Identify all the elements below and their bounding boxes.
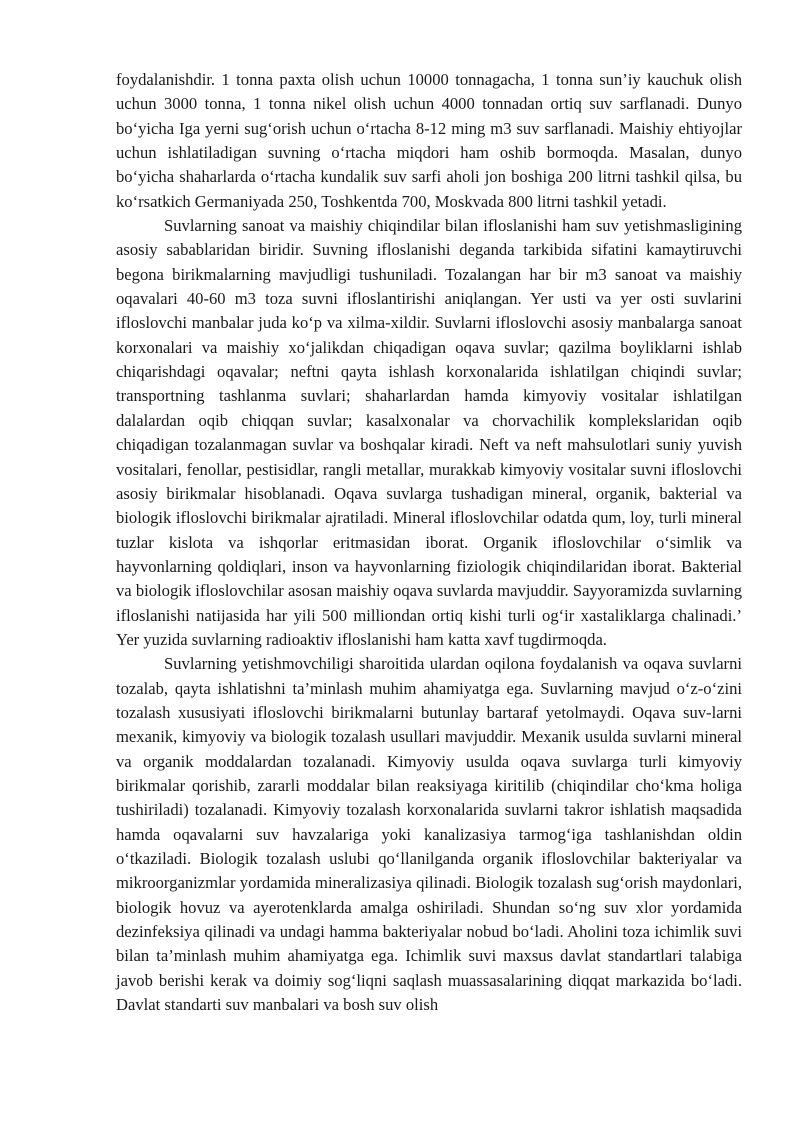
paragraph-water-pollution: Suvlarning sanoat va maishiy chiqindilar bilan ifloslanishi ham suv yetishmasligining asosiy sabablaridan biridir. Suvning ifloslanishi deganda tarkibida sifatini kamaytiruvchi begona birikmalarning mavjudligi tushuniladi. Tozalangan har bir m3 sanoat va maishiy oqavalari 40-60 m3 toza suvni ifloslantirishi aniqlangan. Yer usti va yer osti suvlarini ifloslovchi manbalar juda ko‘p va xilma-xildir. Suvlarni ifloslovchi asosiy manbalarga sanoat korxonalari va maishiy xo‘jalikdan chiqadigan oqava suvlar; qazilma boyliklarni ishlab chiqarishdagi oqavalar; neftni qayta ishlash korxonalarida ishlatilgan chiqindi suvlar; transportning tashlanma suvlari; shaharlardan hamda kimyoviy vositalar ishlatilgan dalalardan oqib chiqqan suvlar; kasalxonalar va chorvachilik komplekslaridan oqib chiqadigan tozalanmagan suvlar va boshqalar kiradi. Neft va neft mahsulotlari suniy yuvish vositalari, fenollar, pestisidlar, rangli metallar, murakkab kimyoviy vositalar suvni ifloslovchi asosiy birikmalar hisoblanadi. Oqava suvlarga tushadigan mineral, organik, bakterial va biologik ifloslovchi birikmalar ajratiladi. Mineral ifloslovchilar odatda qum, loy, turli mineral tuzlar kislota va ishqorlar eritmasidan iborat. Organik ifloslovchilar o‘simlik va hayvonlarning qoldiqlari, inson va hayvonlarning fiziologik chiqindilaridan iborat. Bakterial va biologik ifloslovchilar asosan maishiy oqava suvlarda mavjuddir. Sayyoramizda suvlarning ifloslanishi natijasida har yili 500 milliondan ortiq kishi turli og‘ir xastaliklarga chalinadi.’ Yer yuzida suvlarning radioaktiv ifloslanishi ham katta xavf tugdirmoqda. bbox=[116, 216, 742, 649]
paragraph-water-treatment: Suvlarning yetishmovchiligi sharoitida ulardan oqilona foydalanish va oqava suvlarni tozalab, qayta ishlatishni ta’minlash muhim ahamiyatga ega. Suvlarning mavjud o‘z-o‘zini tozalash xususiyati ifloslovchi birikmalarni butunlay bartaraf yetolmaydi. Oqava suv-larni mexanik, kimyoviy va biologik tozalash usullari mavjuddir. Mexanik usulda suvlarni mineral va organik moddalardan tozalanadi. Kimyoviy usulda oqava suvlarga turli kimyoviy birikmalar qorishib, zararli moddalar bilan reaksiyaga kiritilib (chiqindilar cho‘kma holiga tushiriladi) tozalanadi. Kimyoviy tozalash korxonalarida suvlarni takror ishlatish maqsadida hamda oqavalarni suv havzalariga yoki kanalizasiya tarmog‘iga tashlanishdan oldin o‘tkaziladi. Biologik tozalash uslubi qo‘llanilganda organik ifloslovchilar bakteriyalar va mikroorganizmlar yordamida mineralizasiya qilinadi. Biologik tozalash sug‘orish maydonlari, biologik hovuz va ayerotenklarda amalga oshiriladi. Shundan so‘ng suv xlor yordamida dezinfeksiya qilinadi va undagi hamma bakteriyalar nobud bo‘ladi. Aholini toza ichimlik suvi bilan ta’minlash muhim ahamiyatga ega. Ichimlik suvi maxsus davlat standartlari talabiga javob berishi kerak va doimiy sog‘liqni saqlash muassasalarining diqqat markazida bo‘ladi. Davlat standarti suv manbalari va bosh suv olish bbox=[116, 654, 742, 1015]
paragraph-water-consumption: foydalanishdir. 1 tonna paxta olish uchun 10000 tonnagacha, 1 tonna sun’iy kauchuk olish uchun 3000 tonna, 1 tonna nikel olish uchun 4000 tonnadan ortiq suv sarflanadi. Dunyo bo‘yicha Iga yerni sug‘orish uchun o‘rtacha 8-12 ming m3 suv sarflanadi. Maishiy ehtiyojlar uchun ishlatiladigan suvning o‘rtacha miqdori ham oshib bormoqda. Masalan, dunyo bo‘yicha shaharlarda o‘rtacha kundalik suv sarfi aholi jon boshiga 200 litrni tashkil qilsa, bu ko‘rsatkich Germaniyada 250, Toshkentda 700, Moskvada 800 litrni tashkil yetadi. bbox=[116, 70, 742, 211]
document-page bbox=[116, 68, 742, 1017]
